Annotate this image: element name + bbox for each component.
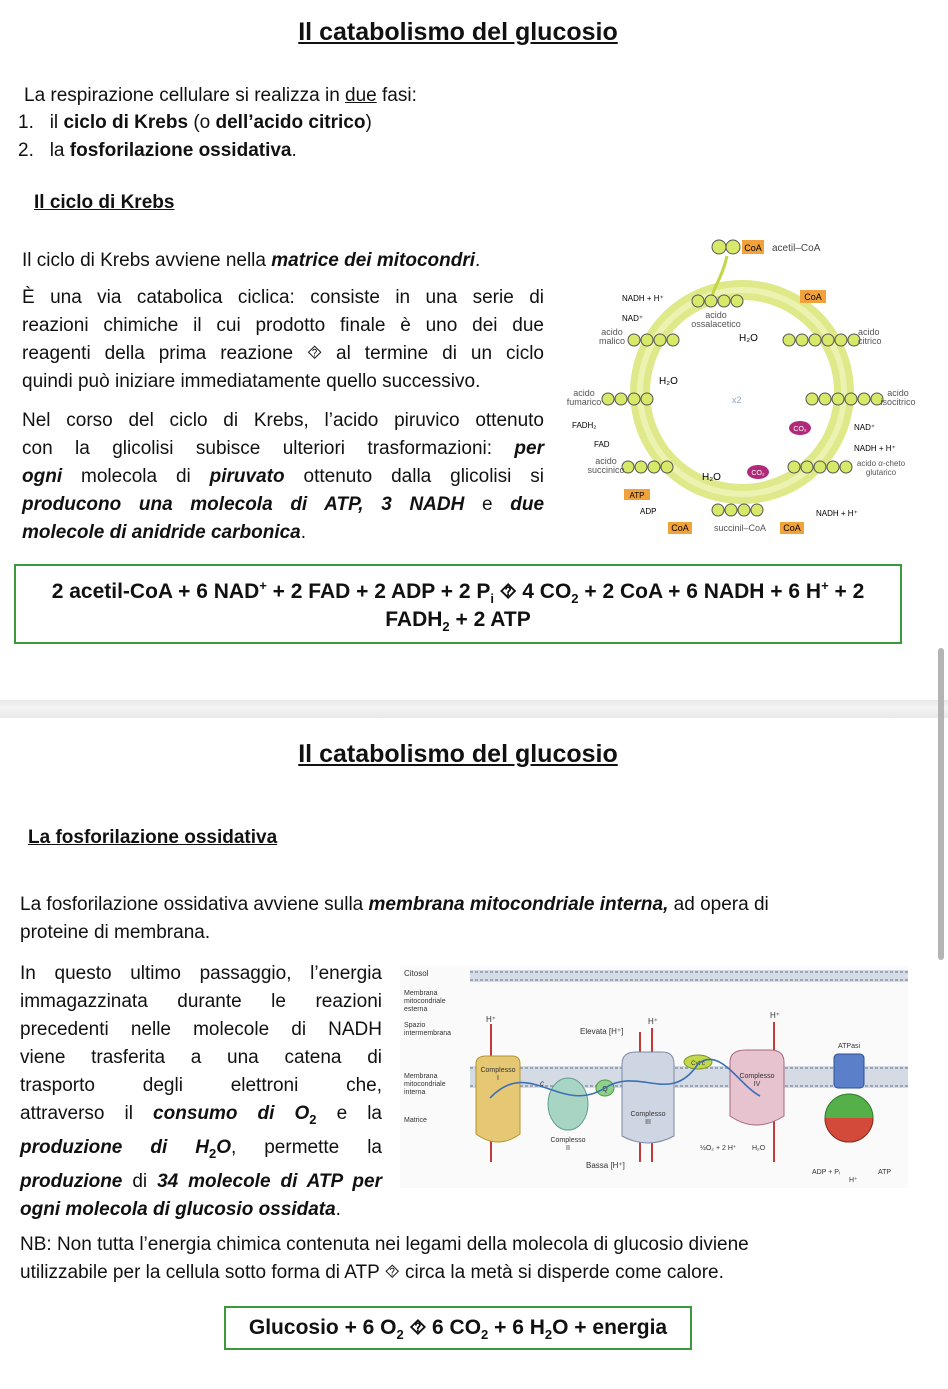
- adp-label: ADP + Pᵢ: [812, 1169, 841, 1176]
- outer-membrane-label: esterna: [404, 1006, 428, 1013]
- inner-membrane-label: mitocondriale: [404, 1081, 446, 1088]
- proton-label: H⁺: [770, 1011, 780, 1020]
- isocitrate-molecule: [806, 388, 916, 407]
- h2o-text: H₂O: [702, 472, 721, 483]
- atp-text: ATP: [629, 491, 645, 500]
- svg-text:fumarico: fumarico: [566, 397, 602, 407]
- scrollbar[interactable]: [938, 648, 944, 960]
- page-title: Il catabolismo del glucosio: [298, 740, 618, 768]
- svg-text:II: II: [566, 1145, 570, 1152]
- nadh-text: NADH + H⁺: [622, 294, 664, 303]
- svg-text:Complesso: Complesso: [550, 1137, 586, 1144]
- outer-membrane-label: Membrana: [404, 990, 438, 997]
- svg-text:succinil–CoA: succinil–CoA: [713, 523, 767, 533]
- svg-text:glutarico: glutarico: [865, 468, 897, 477]
- atp-synthase-stalk: [834, 1054, 864, 1088]
- svg-text:Complesso: Complesso: [739, 1073, 775, 1080]
- svg-text:acido: acido: [705, 310, 727, 320]
- svg-text:acido: acido: [573, 388, 595, 398]
- inner-membrane-label: Membrana: [404, 1073, 438, 1080]
- complex-3: [622, 1052, 674, 1143]
- paragraph: In questo ultimo passaggio, l’energia immagazzinata durante le reazioni precedenti nelle molecole di NADH viene trasferita a una catena di trasporto degli elettroni che, attraverso il consumo di $O_2$ e la produzione di $H_2O$, permette la produzione di 34 molecole di ATP per ogni molecola di glucosio ossidata.: [20, 963, 382, 1220]
- svg-text:IV: IV: [753, 1081, 761, 1088]
- svg-text:ossalacetico: ossalacetico: [691, 319, 741, 329]
- nad-text: NAD⁺: [622, 314, 644, 323]
- low-h-label: Bassa [H⁺]: [586, 1161, 625, 1170]
- intermembrane-label: Spazio: [404, 1022, 426, 1029]
- paragraph: Il ciclo di Krebs avviene nella matrice dei mitocondri.: [22, 250, 481, 271]
- svg-text:acetil–CoA: acetil–CoA: [772, 243, 821, 254]
- coa-text: CoA: [671, 523, 689, 533]
- svg-text:I: I: [497, 1075, 499, 1082]
- svg-text:Complesso: Complesso: [480, 1067, 516, 1074]
- atp-label: ATP: [878, 1169, 892, 1176]
- co2-text: CO₂: [751, 470, 765, 477]
- page-title: Il catabolismo del glucosio: [298, 18, 618, 46]
- o2-label: ½O₂ + 2 H⁺: [700, 1145, 737, 1152]
- svg-text:isocitrico: isocitrico: [880, 397, 916, 407]
- nadh-text: NADH + H⁺: [816, 509, 858, 518]
- paragraph: La fosforilazione ossidativa avviene sulla membrana mitocondriale interna, ad opera di: [20, 894, 769, 915]
- coa-text: CoA: [804, 292, 822, 302]
- oxaloacetate-molecule: [691, 295, 743, 329]
- adp-text: ADP: [640, 507, 657, 516]
- page-2: [0, 718, 928, 1389]
- svg-text:acido: acido: [601, 327, 623, 337]
- svg-text:acido α-cheto: acido α-cheto: [856, 459, 906, 468]
- svg-text:CoA: CoA: [744, 243, 762, 253]
- fadh2-text: FADH₂: [572, 421, 597, 430]
- x2-text: x2: [732, 395, 742, 405]
- svg-text:III: III: [645, 1119, 651, 1126]
- elevated-h-label: Elevata [H⁺]: [580, 1027, 624, 1036]
- section-heading: La fosforilazione ossidativa: [28, 827, 278, 848]
- acetyl-coa-molecule: [712, 240, 821, 254]
- note: NB: Non tutta l’energia chimica contenuta nei legami della molecola di glucosio diviene: [20, 1234, 749, 1255]
- note: utilizzabile per la cellula sotto forma di ATP ⯑ circa la metà si disperde come calore.: [20, 1262, 724, 1283]
- intermembrane-label: intermembrana: [404, 1030, 452, 1037]
- paragraph: proteine di membrana.: [20, 922, 211, 943]
- svg-text:succinico: succinico: [587, 465, 625, 475]
- h2o-label: H₂O: [752, 1145, 766, 1152]
- svg-text:acido: acido: [595, 456, 617, 466]
- complex-2: [548, 1078, 588, 1130]
- q-label: Q: [602, 1086, 608, 1093]
- h2o-text: H₂O: [659, 376, 678, 387]
- co2-text: CO₂: [793, 426, 807, 433]
- nadh-text: NADH + H⁺: [854, 444, 896, 453]
- glucose-equation-box: Glucosio + 6 $O_2$ ⯑ 6 $CO_2 + 6$ $H_2O$ + energia: [224, 1306, 692, 1350]
- cytc-label: Cyt c: [691, 1061, 705, 1067]
- proton-label: H⁺: [486, 1015, 496, 1024]
- proton-label: H⁺: [849, 1177, 858, 1184]
- h2o-text: H₂O: [739, 333, 758, 344]
- inner-membrane-label: interna: [404, 1089, 426, 1096]
- electron-transport-diagram: [400, 966, 908, 1188]
- svg-text:Complesso: Complesso: [630, 1111, 666, 1118]
- page-1: [0, 0, 928, 700]
- section-heading: Il ciclo di Krebs: [34, 192, 175, 213]
- paragraph: È una via catabolica ciclica: consiste in una serie di reazioni chimiche il cui prodotto finale è uno dei due reagenti della prima reazione ⯑ al termine di un ciclo quindi può iniziare immediatamente quello successivo.: [22, 287, 544, 392]
- citosol-label: Citosol: [404, 969, 429, 978]
- krebs-cycle-diagram: [562, 234, 924, 544]
- list-item: 2. la fosforilazione ossidativa.: [18, 140, 297, 161]
- proton-label: H⁺: [648, 1017, 658, 1026]
- list-item: 1. il ciclo di Krebs (o dell’acido citrico): [18, 112, 372, 133]
- svg-text:citrico: citrico: [858, 336, 882, 346]
- succinyl-coa-molecule: [712, 504, 766, 533]
- paragraph: Nel corso del ciclo di Krebs, l’acido piruvico ottenuto con la glicolisi subisce ulteriori trasformazioni: per ogni molecola di piruvato ottenuto dalla glicolisi si producono una molecola di ATP, 3 NADH e due molecole di anidride carbonica.: [22, 410, 545, 543]
- matrix-label: Matrice: [404, 1117, 427, 1124]
- c-label: c: [540, 1079, 544, 1088]
- atpasi-label: ATPasi: [837, 1043, 861, 1050]
- krebs-equation-box: 2 acetil-CoA + 6 NAD+ + 2 FAD + 2 ADP + 2 $P_i$ ⯑ 4 $CO_2 + 2$ CoA + 6 NADH + 6 H+ + 2 $FADH_2 + 2$ ATP: [14, 564, 902, 644]
- svg-text:acido: acido: [887, 388, 909, 398]
- page-separator: [0, 700, 948, 718]
- fad-text: FAD: [594, 440, 610, 449]
- svg-text:malico: malico: [598, 336, 626, 346]
- outer-membrane-label: mitocondriale: [404, 998, 446, 1005]
- coa-text: CoA: [783, 523, 801, 533]
- intro-text: La respirazione cellulare si realizza in due fasi:: [24, 85, 417, 106]
- nad-text: NAD⁺: [854, 423, 876, 432]
- svg-text:acido: acido: [858, 327, 880, 337]
